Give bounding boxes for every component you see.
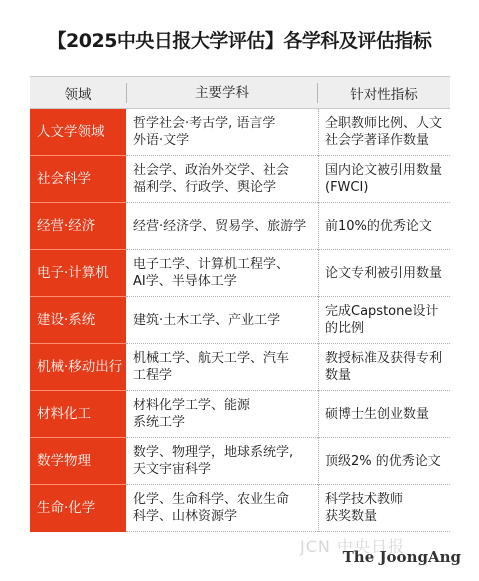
- majors-cell: 化学、生命科学、农业生命 科学、山林资源学: [126, 485, 318, 532]
- table-header: [30, 77, 450, 109]
- field-cell: 建设·系统: [30, 297, 126, 344]
- majors-cell: 材料化学工学、能源 系统工学: [126, 391, 318, 438]
- indicator-cell: 硕博士生创业数量: [318, 391, 450, 438]
- page-title: 【2025中央日报大学评估】各学科及评估指标: [47, 30, 432, 52]
- field-cell: 经营·经济: [30, 203, 126, 250]
- indicator-cell: 国内论文被引用数量 (FWCI): [318, 156, 450, 203]
- table-row: [30, 391, 450, 438]
- majors-cell: 建筑·土木工学、产业工学: [126, 297, 318, 344]
- majors-cell: 机械工学、航天工学、汽车 工程学: [126, 344, 318, 391]
- field-cell: 人文学领域: [30, 109, 126, 156]
- field-cell: 生命·化学: [30, 485, 126, 532]
- field-cell: 社会科学: [30, 156, 126, 203]
- table-row: [30, 344, 450, 391]
- field-cell: 材料化工: [30, 391, 126, 438]
- header-field: 领域: [64, 86, 92, 103]
- field-cell: 机械·移动出行: [30, 344, 126, 391]
- majors-cell: 经营·经济学、贸易学、旅游学: [126, 203, 318, 250]
- evaluation-table: [30, 76, 450, 532]
- majors-cell: 社会学、政治外交学、社会 福利学、行政学、舆论学: [126, 156, 318, 203]
- majors-cell: 哲学社会·考古学, 语言学 外语·文学: [126, 109, 318, 156]
- table-row: [30, 109, 450, 156]
- watermark: JCN 中央日报: [300, 537, 405, 556]
- indicator-cell: 完成Capstone设计 的比例: [318, 297, 450, 344]
- table-row: [30, 297, 450, 344]
- indicator-cell: 科学技术教师 获奖数量: [318, 485, 450, 532]
- majors-cell: 数学、物理学，地球系统学, 天文宇宙科学: [126, 438, 318, 485]
- indicator-cell: 前10%的优秀论文: [318, 203, 450, 250]
- table-row: [30, 438, 450, 485]
- table-row: [30, 203, 450, 250]
- indicator-cell: 全职教师比例、人文 社会学著译作数量: [318, 109, 450, 156]
- table-row: [30, 156, 450, 203]
- majors-cell: 电子工学、计算机工程学、 AI学、半导体工学: [126, 250, 318, 297]
- indicator-cell: 教授标准及获得专利 数量: [318, 344, 450, 391]
- header-majors: 主要学科: [126, 83, 318, 103]
- header-indicators: 针对性指标: [350, 86, 418, 103]
- indicator-cell: 论文专利被引用数量: [318, 250, 450, 297]
- indicator-cell: 顶级2% 的优秀论文: [318, 438, 450, 485]
- field-cell: 电子·计算机: [30, 250, 126, 297]
- publisher-logo: The JoongAng: [342, 548, 461, 566]
- table-row: [30, 485, 450, 532]
- table-row: [30, 250, 450, 297]
- field-cell: 数学物理: [30, 438, 126, 485]
